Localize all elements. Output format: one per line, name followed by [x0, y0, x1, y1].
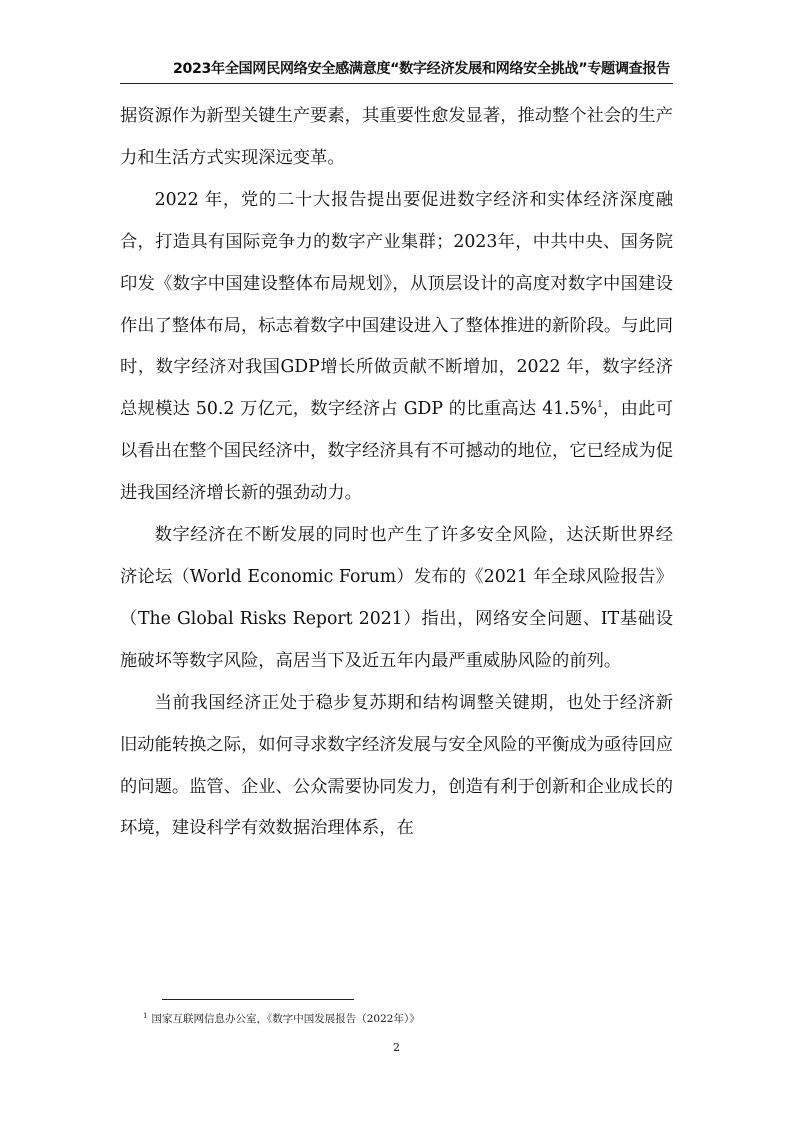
- paragraph-4-text: 当前我国经济正处于稳步复苏期和结构调整关键期，也处于经济新旧动能转换之际，如何寻求数字经济发展与安全风险的平衡成为亟待回应的问题。监管、企业、公众需要协同发力，创造有利于创新和企业成长的环境，建设科学有效数据治理体系，在: [120, 692, 674, 839]
- footnote-marker: 1: [143, 1011, 148, 1020]
- paragraph-2: [120, 180, 673, 515]
- footnote-separator: [162, 999, 354, 1000]
- paragraph-1-text: 据资源作为新型关键生产要素，其重要性愈发显著，推动整个社会的生产力和生活方式实现深远变革。: [120, 106, 674, 168]
- footnote-text: 国家互联网信息办公室，《数字中国发展报告（2022年）》: [151, 1013, 420, 1025]
- paragraph-3: [120, 515, 673, 683]
- header-rule: [120, 83, 673, 84]
- footnote: [143, 1012, 420, 1026]
- paragraph-2-text: 2022 年，党的二十大报告提出要促进数字经济和实体经济深度融合，打造具有国际竞争力的数字产业集群；2023年，中共中央、国务院印发《数字中国建设整体布局规划》，从顶层设计的高度对数字中国建设作出了整体布局，标志着数字中国建设进入了整体推进的新阶段。与此同时，数字经济对我国GDP增长所做贡献不断增加，2022 年，数字经济总规模达 50.2 万亿元，数字经济占 GDP 的比重高达 41.5%: [120, 189, 674, 420]
- paragraph-2-text-continued: ，由此可以看出在整个国民经济中，数字经济具有不可撼动的地位，它已经成为促进我国经济增长新的强劲动力。: [120, 399, 674, 504]
- paragraph-3-text: 数字经济在不断发展的同时也产生了许多安全风险，达沃斯世界经济论坛（World Economic Forum）发布的《2021 年全球风险报告》（The Global Risks Report 2021）指出，网络安全问题、IT基础设施破坏等数字风险，高居当下及近五年内最严重威胁风险的前列。: [120, 525, 673, 671]
- body-text: [120, 96, 673, 850]
- page-number: 2: [393, 1041, 400, 1054]
- paragraph-4: [120, 683, 673, 851]
- paragraph-1: [120, 96, 673, 180]
- running-header: 2023年全国网民网络安全感满意度“数字经济发展和网络安全挑战”专题调查报告: [173, 61, 670, 77]
- footnote-reference[interactable]: 1: [597, 400, 603, 411]
